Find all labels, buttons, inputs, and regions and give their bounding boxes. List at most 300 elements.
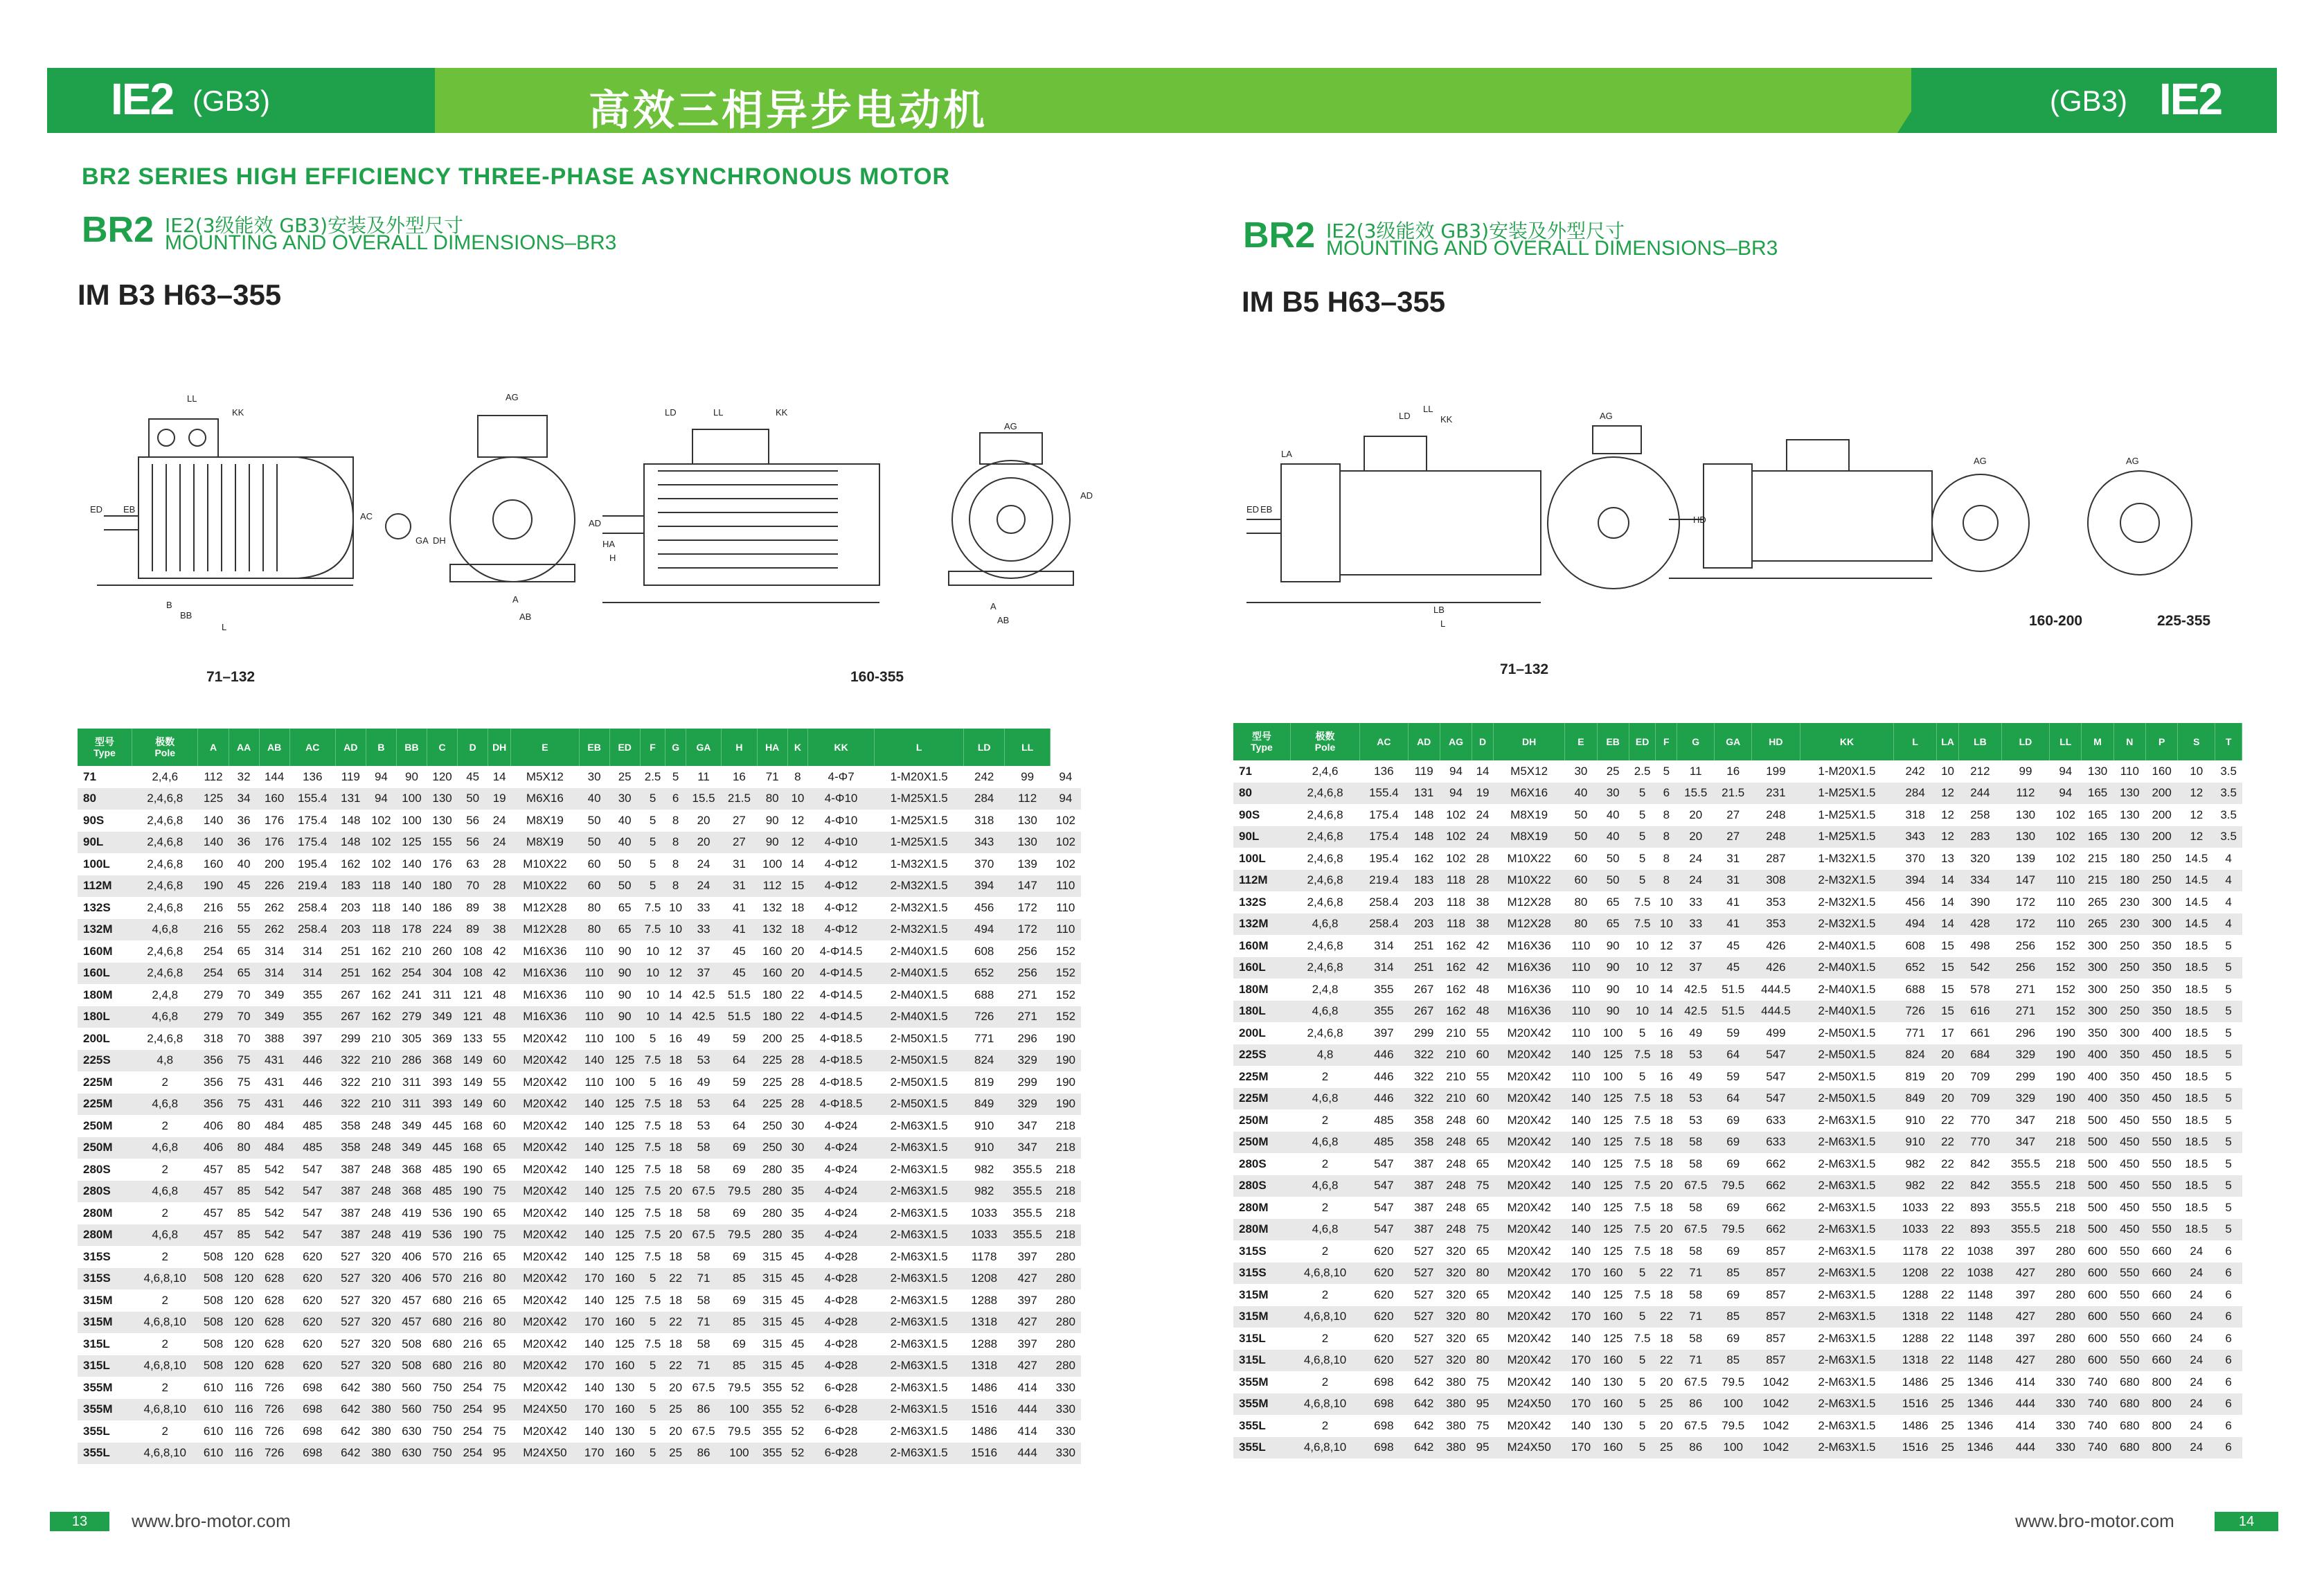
- table-cell: 4-Φ28: [824, 1337, 858, 1350]
- series-title: BR2 SERIES HIGH EFFICIENCY THREE-PHASE ASYNCHRONOUS MOTOR: [82, 163, 951, 190]
- table-cell: 542: [264, 1206, 285, 1220]
- table-cell: M10X22: [523, 857, 567, 871]
- table-cell: 527: [1408, 1263, 1440, 1285]
- table-cell: 387: [335, 1224, 366, 1247]
- table-cell: 10: [1629, 957, 1656, 979]
- table-cell: M20X42: [1507, 1113, 1551, 1127]
- table-cell: 33: [1689, 895, 1703, 909]
- table-cell: 80: [587, 900, 601, 914]
- table-cell: 608: [1905, 938, 1925, 952]
- table-cell: 41: [732, 900, 746, 914]
- table-cell: 20: [1656, 1219, 1677, 1241]
- motor-front-circle: [450, 457, 575, 582]
- table-cell: 231: [1752, 783, 1800, 805]
- table-cell: 2,4,6,8: [1307, 895, 1343, 909]
- type-cell: 355L: [1239, 1418, 1266, 1432]
- table-cell: 322: [335, 1050, 366, 1072]
- table-cell: 18: [669, 1162, 683, 1176]
- footer-url-right[interactable]: www.bro-motor.com: [2015, 1510, 2174, 1531]
- table-cell: 64: [722, 1050, 757, 1072]
- table-cell: 397: [2015, 1287, 2036, 1301]
- table-cell: 40: [1565, 783, 1597, 805]
- table-cell: 100: [614, 1031, 635, 1045]
- table-cell: 500: [2087, 1200, 2108, 1214]
- table-cell: 20: [669, 1424, 683, 1438]
- table-cell: 2: [161, 1380, 168, 1394]
- table-cell: 4,6,8: [132, 1181, 198, 1203]
- table-cell: 140: [402, 900, 422, 914]
- table-cell: 5: [2215, 957, 2242, 979]
- table-cell: 2-M63X1.5: [875, 1224, 964, 1247]
- table-cell: 250: [2113, 1001, 2145, 1023]
- table-cell: 4-Φ24: [824, 1162, 858, 1176]
- table-cell: 10: [646, 988, 660, 1001]
- table-cell: 350: [2146, 957, 2178, 979]
- table-cell: 8: [665, 875, 686, 898]
- table-cell: 71: [1677, 1306, 1715, 1328]
- table-cell: 4-Φ24: [808, 1181, 875, 1203]
- table-cell: 547: [1766, 1069, 1786, 1083]
- table-cell: 610: [198, 1399, 229, 1421]
- table-cell: 857: [1752, 1350, 1800, 1372]
- table-cell: 69: [1726, 1157, 1740, 1170]
- table-cell: 4,6,8: [1290, 913, 1359, 936]
- table-cell: 4-Φ28: [808, 1268, 875, 1290]
- type-cell: 100L: [1239, 851, 1266, 865]
- column-header: [1408, 723, 1440, 760]
- column-header: [132, 729, 198, 766]
- table-cell: 22: [1936, 1219, 1958, 1241]
- table-cell: 446: [1360, 1088, 1408, 1110]
- table-cell: 27: [722, 832, 757, 854]
- table-row: [78, 897, 1081, 919]
- table-cell: 329: [2001, 1088, 2049, 1110]
- table-cell: 329: [1005, 1094, 1051, 1116]
- table-cell: 368: [396, 1181, 427, 1203]
- table-cell: 450: [2146, 1044, 2178, 1067]
- table-cell: 28: [1472, 870, 1494, 892]
- table-cell: 180: [757, 1006, 787, 1028]
- table-cell: M20X42: [511, 1224, 579, 1247]
- table-cell: 6: [2225, 1244, 2232, 1258]
- table-cell: 140: [203, 813, 224, 827]
- column-header: [366, 729, 396, 766]
- table-cell: 60: [1472, 1044, 1494, 1067]
- table-cell: 299: [1414, 1026, 1434, 1040]
- table-cell: M5X12: [1510, 764, 1548, 778]
- table-cell: 620: [1360, 1350, 1408, 1372]
- table-cell: 18: [1656, 1088, 1677, 1110]
- table-cell: 680: [2120, 1375, 2140, 1389]
- table-cell: 133: [463, 1031, 483, 1045]
- table-cell: 330: [2055, 1418, 2075, 1432]
- table-cell: 550: [2152, 1200, 2172, 1214]
- table-cell: 2-M50X1.5: [875, 1050, 964, 1072]
- table-cell: 426: [1752, 957, 1800, 979]
- table-cell: 296: [1017, 1031, 1037, 1045]
- table-cell: 125: [614, 1118, 635, 1132]
- range-label-right-c: 225-355: [2157, 613, 2211, 629]
- table-cell: 248: [1446, 1157, 1466, 1170]
- table-cell: 15: [787, 875, 807, 898]
- table-cell: 10: [1656, 913, 1677, 936]
- table-cell: 369: [432, 1031, 452, 1045]
- table-cell: 2-M32X1.5: [875, 875, 964, 898]
- table-cell: 4-Φ28: [808, 1355, 875, 1377]
- table-cell: 94: [1059, 769, 1073, 783]
- table-cell: 216: [458, 1312, 488, 1334]
- table-cell: 450: [2113, 1219, 2145, 1241]
- table-cell: 256: [2001, 957, 2049, 979]
- table-cell: 52: [787, 1399, 807, 1421]
- table-cell: 4,6,8: [1290, 1001, 1359, 1023]
- table-cell: M5X12: [526, 769, 564, 783]
- table-cell: 494: [964, 919, 1005, 941]
- column-header: [1565, 723, 1597, 760]
- column-header: [1493, 723, 1564, 760]
- column-header-label: BB: [404, 742, 419, 753]
- table-cell: 140: [579, 1050, 609, 1072]
- table-cell: 79.5: [722, 1224, 757, 1247]
- table-cell: 2-M32X1.5: [875, 919, 964, 941]
- table-cell: 280: [757, 1181, 787, 1203]
- table-cell: 355.5: [2001, 1175, 2049, 1197]
- table-cell: 318: [974, 813, 994, 827]
- table-cell: 140: [1571, 1157, 1591, 1170]
- table-cell: 162: [1440, 1001, 1472, 1023]
- table-cell: 1208: [964, 1268, 1005, 1290]
- table-row: [78, 1443, 1081, 1465]
- table-cell: 248: [1440, 1132, 1472, 1154]
- svg-text:LA: LA: [1281, 449, 1292, 459]
- table-cell: 4-Φ24: [808, 1137, 875, 1159]
- table-cell: 45: [791, 1293, 805, 1307]
- table-cell: 740: [2082, 1437, 2113, 1459]
- table-cell: 118: [366, 875, 396, 898]
- column-header-label: T: [2225, 736, 2232, 747]
- table-cell: 1-M25X1.5: [1800, 826, 1894, 848]
- table-cell: 19: [488, 788, 511, 810]
- table-cell: 53: [686, 1094, 721, 1116]
- table-cell: 18.5: [2185, 1200, 2208, 1214]
- table-cell: 485: [427, 1181, 458, 1203]
- table-cell: 600: [2082, 1306, 2113, 1328]
- table-cell: 18: [665, 1050, 686, 1072]
- range-label-left-a: 71–132: [206, 669, 256, 685]
- table-cell: 527: [335, 1268, 366, 1290]
- table-cell: 320: [366, 1268, 396, 1290]
- table-cell: 698: [1374, 1375, 1394, 1389]
- table-cell: 248: [1446, 1200, 1466, 1214]
- table-cell: 71: [686, 1312, 721, 1334]
- table-cell: 2: [1321, 1069, 1329, 1083]
- table-cell: 726: [259, 1399, 289, 1421]
- table-cell: 630: [402, 1424, 422, 1438]
- column-header: [2146, 723, 2178, 760]
- table-cell: 152: [1055, 944, 1076, 958]
- table-cell: 6: [2225, 1331, 2232, 1345]
- column-header: [488, 729, 511, 766]
- table-cell: 1148: [1967, 1287, 1993, 1301]
- table-cell: 24: [488, 832, 511, 854]
- table-cell: 219.4: [289, 875, 335, 898]
- table-cell: 547: [1374, 1157, 1394, 1170]
- table-cell: 660: [2152, 1331, 2172, 1345]
- footer-url-left[interactable]: www.bro-motor.com: [132, 1510, 291, 1531]
- table-cell: 349: [264, 988, 285, 1001]
- table-cell: 431: [264, 1075, 285, 1089]
- table-cell: 37: [1677, 957, 1715, 979]
- table-cell: 116: [229, 1399, 259, 1421]
- column-header: [289, 729, 335, 766]
- table-cell: 10: [665, 919, 686, 941]
- table-cell: 628: [259, 1355, 289, 1377]
- svg-text:LD: LD: [665, 407, 677, 418]
- table-cell: 740: [2082, 1393, 2113, 1416]
- table-cell: 280: [1055, 1337, 1076, 1350]
- table-cell: 180: [2120, 851, 2140, 865]
- table-cell: 63: [466, 857, 480, 871]
- table-cell: 41: [722, 919, 757, 941]
- table-cell: 642: [335, 1443, 366, 1465]
- table-cell: 600: [2087, 1287, 2108, 1301]
- table-cell: 355.5: [1012, 1162, 1042, 1176]
- table-cell: 419: [402, 1206, 422, 1220]
- table-cell: 7.5: [644, 1249, 661, 1263]
- table-cell: 35: [787, 1181, 807, 1203]
- table-row: [1233, 1109, 2242, 1132]
- table-cell: 387: [1408, 1175, 1440, 1197]
- table-cell: 2: [161, 1118, 168, 1132]
- table-cell: M20X42: [523, 1337, 567, 1350]
- table-cell: 355.5: [1012, 1206, 1042, 1220]
- table-cell: 55: [1476, 1069, 1490, 1083]
- table-cell: 350: [2120, 1069, 2140, 1083]
- table-cell: 355: [762, 1424, 783, 1438]
- table-cell: 131: [1408, 783, 1440, 805]
- table-cell: M20X42: [1507, 1287, 1551, 1301]
- table-cell: 819: [1905, 1069, 1925, 1083]
- table-cell: 1288: [971, 1293, 998, 1307]
- table-cell: 65: [492, 1293, 506, 1307]
- table-cell: 444: [2001, 1393, 2049, 1416]
- table-cell: 6: [2225, 1375, 2232, 1389]
- svg-text:EB: EB: [1260, 504, 1273, 515]
- svg-text:HD: HD: [1693, 515, 1706, 525]
- table-cell: 165: [2082, 826, 2113, 848]
- table-cell: 2: [1321, 1287, 1329, 1301]
- table-row: [1233, 1393, 2242, 1416]
- table-cell: 75: [488, 1224, 511, 1247]
- table-cell: 280: [1051, 1268, 1081, 1290]
- column-header-label: F: [1663, 736, 1670, 747]
- type-cell: 80: [78, 788, 132, 810]
- table-cell: 355: [303, 988, 323, 1001]
- table-cell: 280: [2050, 1306, 2082, 1328]
- table-cell: M16X36: [511, 963, 579, 985]
- table-cell: 5: [1629, 1263, 1656, 1285]
- table-cell: 18.5: [2185, 1026, 2208, 1040]
- type-cell: 90S: [1239, 808, 1260, 821]
- svg-text:BB: BB: [180, 610, 193, 621]
- table-cell: 356: [198, 1050, 229, 1072]
- table-row: [1233, 1415, 2242, 1437]
- table-cell: 4-Φ12: [824, 900, 858, 914]
- table-cell: 75: [229, 1050, 259, 1072]
- table-cell: 393: [432, 1075, 452, 1089]
- table-cell: 271: [1005, 1006, 1051, 1028]
- table-cell: 71: [1677, 1350, 1715, 1372]
- table-cell: 125: [609, 1181, 640, 1203]
- table-cell: 2,4,6,8: [1290, 957, 1359, 979]
- table-cell: 140: [1571, 1244, 1591, 1258]
- type-cell: 132S: [83, 900, 111, 914]
- table-cell: 2: [161, 1206, 168, 1220]
- table-cell: 15.5: [1677, 783, 1715, 805]
- table-cell: 10: [1636, 982, 1650, 996]
- table-cell: 616: [1959, 1001, 2002, 1023]
- table-cell: 155: [427, 832, 458, 854]
- table-cell: 170: [579, 1312, 609, 1334]
- table-cell: 218: [2055, 1113, 2075, 1127]
- table-cell: 102: [371, 857, 391, 871]
- table-cell: 110: [1571, 1026, 1591, 1040]
- table-cell: 4-Φ28: [824, 1293, 858, 1307]
- table-cell: 55: [492, 1075, 506, 1089]
- column-header: [757, 729, 787, 766]
- table-cell: 4: [2225, 895, 2232, 909]
- table-cell: 38: [488, 919, 511, 941]
- table-cell: 12: [1656, 957, 1677, 979]
- table-cell: 168: [458, 1137, 488, 1159]
- table-cell: 698: [1374, 1418, 1394, 1432]
- column-header: [1472, 723, 1494, 760]
- table-cell: 857: [1752, 1263, 1800, 1285]
- table-cell: 251: [341, 944, 361, 958]
- table-cell: 27: [1715, 826, 1752, 848]
- page-number-left: 13: [50, 1512, 109, 1531]
- table-cell: 199: [1766, 764, 1786, 778]
- type-cell: 132M: [78, 919, 132, 941]
- table-cell: 65: [1476, 1331, 1490, 1345]
- type-cell: 250M: [78, 1137, 132, 1159]
- table-cell: 102: [1440, 826, 1472, 848]
- table-cell: M24X50: [1493, 1393, 1564, 1416]
- table-cell: 570: [432, 1249, 452, 1263]
- table-cell: 75: [1472, 1175, 1494, 1197]
- table-cell: 499: [1766, 1026, 1786, 1040]
- table-cell: 18: [791, 900, 805, 914]
- table-row: [1233, 1132, 2242, 1154]
- table-cell: 450: [2120, 1157, 2140, 1170]
- type-cell: 200L: [83, 1031, 110, 1045]
- table-cell: 152: [2050, 957, 2082, 979]
- table-cell: M8X19: [511, 832, 579, 854]
- table-cell: 5: [1629, 783, 1656, 805]
- table-cell: 10: [1941, 764, 1954, 778]
- table-cell: M20X42: [1493, 1263, 1564, 1285]
- table-cell: 4-Φ18.5: [808, 1050, 875, 1072]
- column-header-label: 型号: [95, 736, 114, 747]
- table-row: [1233, 1240, 2242, 1263]
- table-cell: 175.4: [1360, 826, 1408, 848]
- table-cell: 85: [229, 1224, 259, 1247]
- table-cell: 140: [584, 1206, 605, 1220]
- table-cell: 662: [1766, 1157, 1786, 1170]
- table-cell: 120: [233, 1337, 254, 1350]
- table-cell: 119: [1414, 764, 1433, 778]
- table-cell: 547: [1752, 1088, 1800, 1110]
- table-cell: 16: [1726, 764, 1740, 778]
- table-cell: 170: [1565, 1437, 1597, 1459]
- table-cell: 152: [2055, 982, 2075, 996]
- table-cell: 242: [974, 769, 994, 783]
- table-cell: 125: [1603, 1244, 1623, 1258]
- table-cell: M20X42: [1493, 1219, 1564, 1241]
- type-cell: 180L: [1233, 1001, 1290, 1023]
- column-header-label: LB: [1974, 736, 1987, 747]
- brand-right: BR2: [1243, 215, 1316, 256]
- column-header: [78, 729, 132, 766]
- table-cell: 69: [1726, 1331, 1740, 1345]
- table-cell: 80: [488, 1355, 511, 1377]
- table-cell: 800: [2152, 1375, 2172, 1389]
- svg-text:AD: AD: [589, 518, 602, 528]
- table-cell: 69: [1715, 1132, 1752, 1154]
- table-cell: 4: [2215, 913, 2242, 936]
- table-cell: 527: [341, 1249, 361, 1263]
- column-header: [722, 729, 757, 766]
- table-cell: 19: [1472, 783, 1494, 805]
- table-cell: 30: [587, 769, 601, 783]
- table-cell: 7.5: [1629, 913, 1656, 936]
- table-cell: 79.5: [727, 1380, 751, 1394]
- table-cell: 110: [2056, 895, 2075, 909]
- table-cell: 51.5: [1715, 1001, 1752, 1023]
- table-cell: 45: [791, 1337, 805, 1350]
- table-cell: 120: [233, 1293, 254, 1307]
- table-cell: 27: [1726, 808, 1740, 821]
- table-cell: 250: [2113, 957, 2145, 979]
- table-cell: 160: [1597, 1263, 1629, 1285]
- table-cell: 330: [1055, 1380, 1076, 1394]
- table-cell: 444.5: [1752, 1001, 1800, 1023]
- table-cell: 2,4,6: [1312, 764, 1339, 778]
- table-cell: 347: [2015, 1113, 2036, 1127]
- table-cell: 630: [396, 1443, 427, 1465]
- column-header-label: LL: [2059, 736, 2072, 747]
- table-cell: 67.5: [692, 1380, 715, 1394]
- table-cell: 203: [1414, 895, 1434, 909]
- table-cell: 550: [2120, 1331, 2140, 1345]
- table-cell: 4,6,8: [132, 919, 198, 941]
- table-cell: 215: [2087, 851, 2108, 865]
- type-cell: 90L: [1233, 826, 1290, 848]
- table-cell: 18: [665, 1137, 686, 1159]
- table-cell: 446: [303, 1075, 323, 1089]
- table-cell: 2: [1321, 1331, 1329, 1345]
- column-header: [1959, 723, 2002, 760]
- table-cell: 6: [1656, 783, 1677, 805]
- table-row: [78, 853, 1081, 875]
- table-cell: 140: [402, 857, 422, 871]
- column-header: [2001, 723, 2049, 760]
- table-cell: 1-M25X1.5: [1800, 783, 1894, 805]
- table-cell: 4-Φ14.5: [819, 988, 863, 1001]
- table-cell: 75: [488, 1181, 511, 1203]
- table-cell: 170: [579, 1399, 609, 1421]
- table-cell: 444: [1005, 1399, 1051, 1421]
